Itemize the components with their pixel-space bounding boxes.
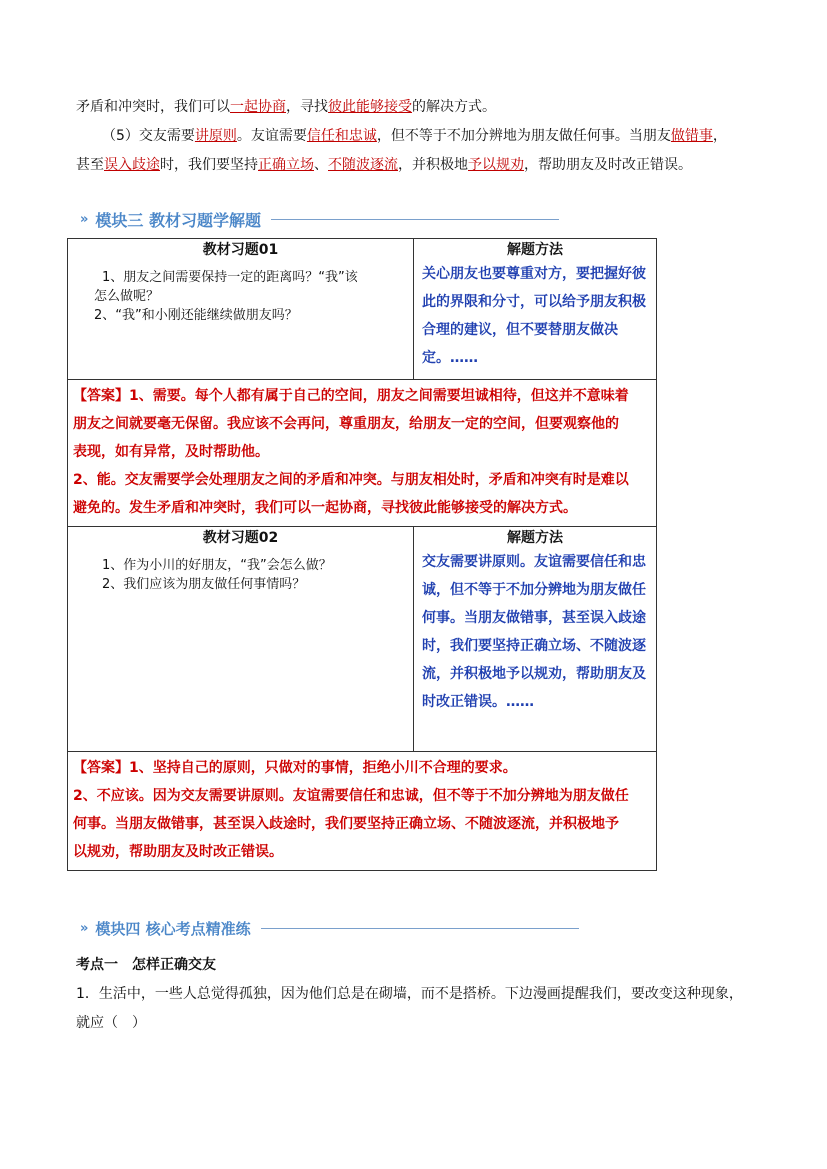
- answer-line: 2、能。交友需要学会处理朋友之间的矛盾和冲突。与朋友相处时，矛盾和冲突有时是难以: [73, 472, 629, 488]
- method-line: 定。……: [422, 350, 478, 366]
- keyword-blank: 一起协商: [230, 99, 286, 115]
- question-1-line-1: 1．生活中，一些人总觉得孤独，因为他们总是在砌墙，而不是搭桥。下边漫画提醒我们，要改变这种现象，: [76, 986, 743, 1002]
- module-4-heading: [80, 918, 579, 939]
- answer-line: 【答案】1、需要。每个人都有属于自己的空间，朋友之间需要坦诚相待，但这并不意味着: [73, 388, 629, 404]
- text-run: 的解决方式。: [412, 99, 496, 115]
- heading-rule: [261, 928, 579, 929]
- exercise-heading: 教材习题02: [202, 530, 279, 546]
- module-3-heading: [80, 208, 559, 231]
- answer-cell: [68, 380, 657, 527]
- keyword-blank: 不随波逐流: [328, 157, 398, 173]
- method-line: 时改正错误。……: [422, 694, 534, 710]
- exercise-heading: 教材习题01: [202, 242, 279, 258]
- answer-line: 何事。当朋友做错事，甚至误入歧途时，我们要坚持正确立场、不随波逐流，并积极地予: [73, 816, 619, 832]
- question-line: 1、朋友之间需要保持一定的距离吗？“我”该: [102, 270, 358, 285]
- keyword-blank: 讲原则: [194, 128, 237, 144]
- method-line: 合理的建议，但不要替朋友做决: [422, 322, 618, 338]
- answer-line: 以规劝，帮助朋友及时改正错误。: [73, 844, 283, 860]
- question-line: 1、作为小川的好朋友，“我”会怎么做？: [102, 558, 332, 573]
- module-title: 模块三 教材习题学解题: [95, 211, 261, 230]
- method-heading: 解题方法: [507, 242, 563, 258]
- text-run: ，寻找: [286, 99, 328, 115]
- text-run: 矛盾和冲突时，我们可以: [76, 99, 230, 115]
- method-heading: 解题方法: [507, 530, 563, 546]
- method-line: 此的界限和分寸，可以给予朋友积极: [422, 294, 646, 310]
- answer-line: 表现，如有异常，及时帮助他。: [73, 444, 269, 460]
- heading-rule: [271, 219, 559, 220]
- question-line: 2、我们应该为朋友做任何事情吗？: [102, 577, 306, 592]
- method-cell: [414, 239, 657, 380]
- question-line: 怎么做呢？: [94, 289, 160, 304]
- method-line: 交友需要讲原则。友谊需要信任和忠: [422, 554, 646, 570]
- point-title: 考点一 怎样正确交友: [76, 957, 216, 973]
- exercise-table-1: [67, 238, 657, 871]
- question-line: 2、“我”和小刚还能继续做朋友吗？: [94, 308, 298, 323]
- method-line: 流，并积极地予以规劝，帮助朋友及: [422, 666, 646, 682]
- text-run: 、: [314, 157, 328, 173]
- paragraph-line-2: [102, 126, 727, 146]
- method-line: 时，我们要坚持正确立场、不随波逐: [422, 638, 646, 654]
- keyword-blank: 做错事: [670, 128, 713, 144]
- method-line: 诚，但不等于不加分辨地为朋友做任: [422, 582, 646, 598]
- exercise-question-cell: [68, 527, 414, 752]
- answer-line: 2、不应该。因为交友需要讲原则。友谊需要信任和忠诚，但不等于不加分辨地为朋友做任: [73, 788, 629, 804]
- keyword-blank: 予以规劝: [468, 157, 524, 173]
- keyword-blank: 彼此能够接受: [328, 99, 412, 115]
- text-run: 。友谊需要: [236, 128, 307, 144]
- method-line: 关心朋友也要尊重对方，要把握好彼: [422, 266, 646, 282]
- text-run: 时，我们要坚持: [160, 157, 258, 173]
- text-run: ，但不等于不加分辨地为朋友做任何事。当朋友: [376, 128, 671, 144]
- text-run: 甚至: [76, 157, 104, 173]
- answer-tag: 【答案】: [73, 388, 129, 404]
- keyword-blank: 正确立场: [258, 157, 314, 173]
- text-run: ，: [712, 128, 727, 144]
- method-cell: [414, 527, 657, 752]
- answer-line: 避免的。发生矛盾和冲突时，我们可以一起协商，寻找彼此能够接受的解决方式。: [73, 500, 577, 516]
- keyword-blank: 信任和忠诚: [306, 128, 377, 144]
- paragraph-line-3: [76, 155, 692, 175]
- double-chevron-icon: »: [80, 212, 86, 227]
- text-run: （5）交友需要: [102, 128, 195, 144]
- question-1-line-2: 就应（ ）: [76, 1015, 146, 1031]
- answer-line: 【答案】1、坚持自己的原则，只做对的事情，拒绝小川不合理的要求。: [73, 760, 517, 776]
- answer-line: 朋友之间就要毫无保留。我应该不会再问，尊重朋友，给朋友一定的空间，但要观察他的: [73, 416, 619, 432]
- exercise-question-cell: [68, 239, 414, 380]
- method-line: 何事。当朋友做错事，甚至误入歧途: [422, 610, 646, 626]
- module-title: 模块四 核心考点精准练: [95, 920, 251, 938]
- keyword-blank: 误入歧途: [104, 157, 160, 173]
- answer-tag: 【答案】: [73, 760, 129, 776]
- double-chevron-icon: »: [80, 921, 86, 936]
- text-run: ，帮助朋友及时改正错误。: [524, 157, 692, 173]
- answer-cell: [68, 752, 657, 871]
- paragraph-line-1: [76, 97, 496, 117]
- text-run: ，并积极地: [398, 157, 468, 173]
